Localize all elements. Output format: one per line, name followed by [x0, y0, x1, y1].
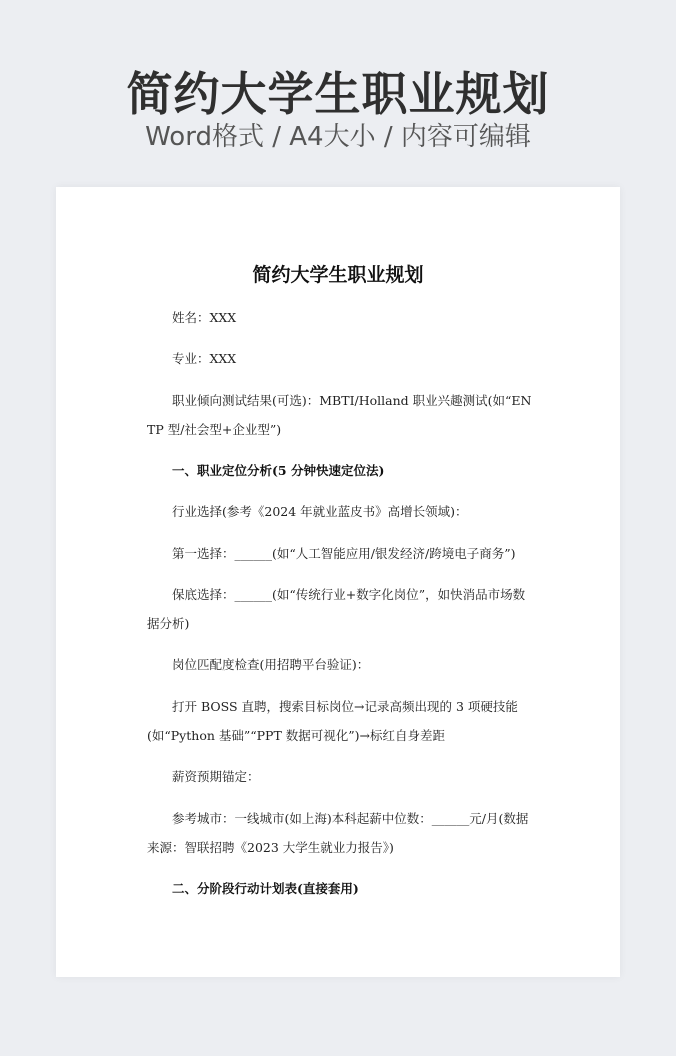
banner-subtitle: Word格式 / A4大小 / 内容可编辑	[145, 122, 531, 152]
paragraph-boss-search: 打开 BOSS 直聘，搜索目标岗位→记录高频出现的 3 项硬技能(如“Python 基础”“PPT 数据可视化”)→标红自身差距	[147, 699, 518, 743]
paragraph-salary-anchor: 薪资预期锚定：	[172, 769, 260, 784]
paragraph-backup-choice: 保底选择：______(如“传统行业+数字化岗位”，如快消品市场数据分析)	[147, 587, 526, 631]
paragraph-first-choice: 第一选择：______(如“人工智能应用/银发经济/跨境电子商务”)	[172, 546, 516, 561]
paragraph-industry-choice: 行业选择(参考《2024 年就业蓝皮书》高增长领域)：	[172, 504, 468, 519]
paragraph-job-match: 岗位匹配度检查(用招聘平台验证)：	[172, 657, 370, 672]
field-name: 姓名：XXX	[172, 310, 237, 325]
section-heading-2: 二、分阶段行动计划表(直接套用)	[172, 881, 359, 896]
banner-title: 简约大学生职业规划	[126, 67, 550, 121]
document-title: 简约大学生职业规划	[252, 264, 424, 286]
document-page	[56, 187, 620, 977]
section-heading-1: 一、职业定位分析(5 分钟快速定位法)	[172, 463, 385, 478]
paragraph-reference-city: 参考城市：一线城市(如上海)本科起薪中位数：______元/月(数据来源：智联招聘《2023 大学生就业力报告》)	[147, 811, 529, 855]
field-major: 专业：XXX	[172, 351, 237, 366]
field-test-result: 职业倾向测试结果(可选)：MBTI/Holland 职业兴趣测试(如“ENTP 型/社会型+企业型”)	[147, 393, 532, 437]
